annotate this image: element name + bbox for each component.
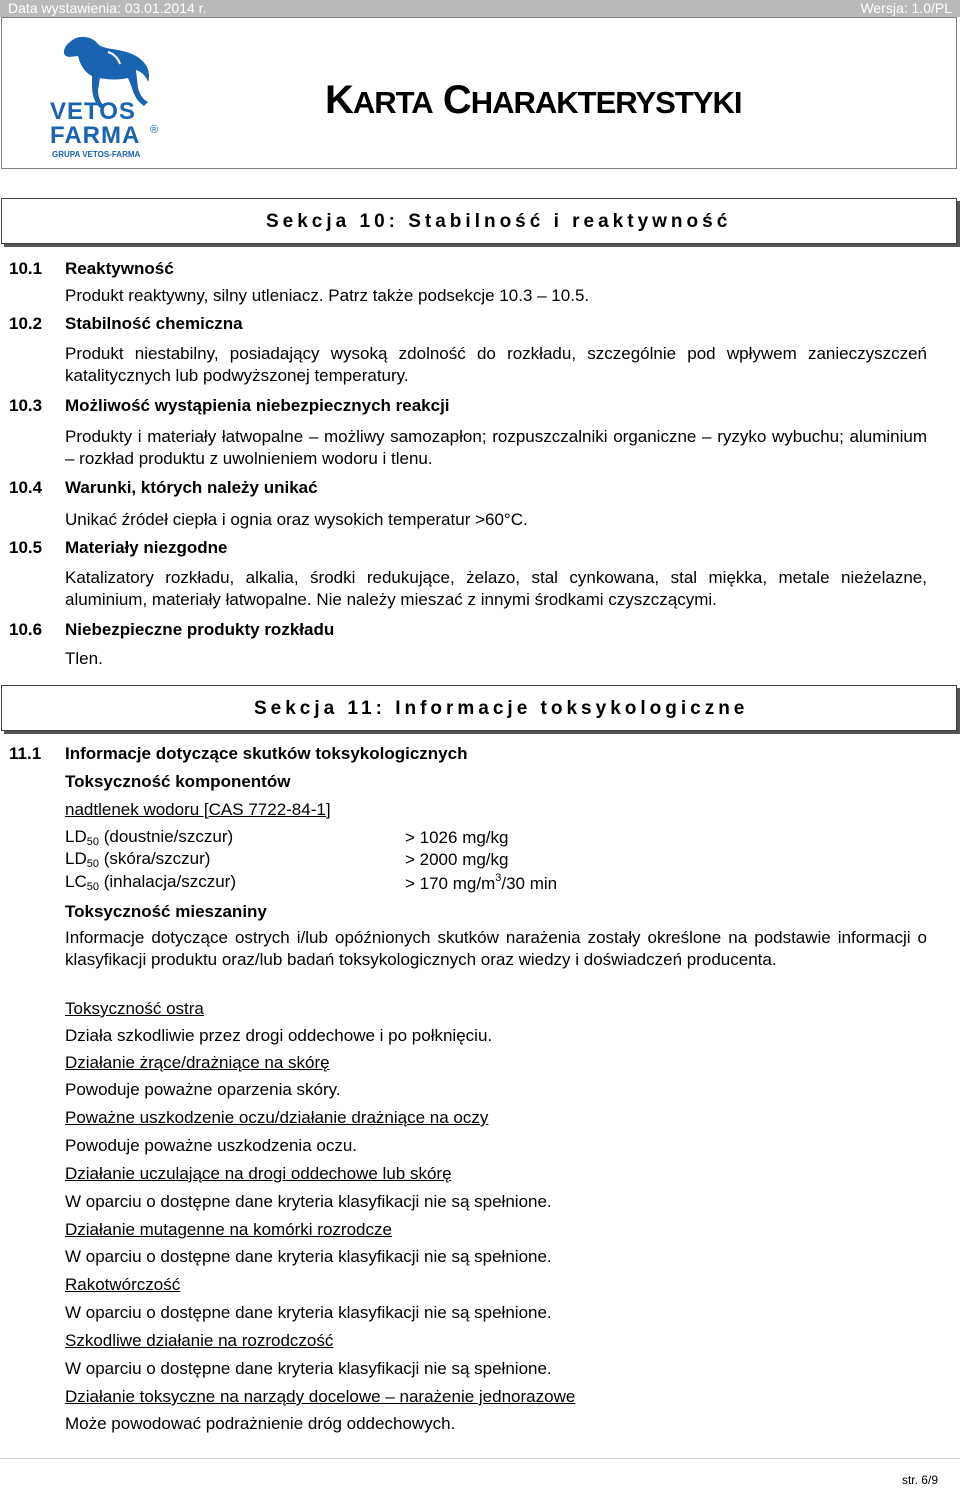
subsection-text: Produkty i materiały łatwopalne – możliwy samozapłon; rozpuszczalniki organiczne – ryzyko wybuchu; aluminium – rozkład produktu z uwolnieniem wodoru i tlenu. xyxy=(65,427,927,468)
subsection-number: 10.5 xyxy=(9,538,43,557)
subsection-heading: Warunki, których należy unikać xyxy=(65,478,318,497)
subsection-heading: Możliwość wystąpienia niebezpiecznych reakcji xyxy=(65,396,450,415)
effect-text: Powoduje poważne oparzenia skóry. xyxy=(65,1080,341,1099)
table-row: $LD_{50}$ (doustnie/szczur) xyxy=(65,827,234,848)
subsection-heading: Informacje dotyczące skutków toksykologicznych xyxy=(65,744,468,763)
effect-label: Rakotwórczość xyxy=(65,1275,181,1294)
subsection-text: Katalizatory rozkładu, alkalia, środki redukujące, żelazo, stal cynkowana, stal miękka, metale nieżelazne, aluminium, materiały łatwopalne. Nie należy mieszać z innymi środkami czyszczącymi. xyxy=(65,568,927,609)
header-bar xyxy=(0,0,960,17)
logo-text-farma: FARMA xyxy=(50,122,141,149)
effect-label: Działanie mutagenne na komórki rozrodcze xyxy=(65,1220,392,1239)
table-row: $LD_{50}$ (skóra/szczur) xyxy=(65,849,211,870)
logo-registered-mark: ® xyxy=(150,124,159,136)
effect-label: Szkodliwe działanie na rozrodczość xyxy=(65,1331,334,1350)
table-value: > 170 $mg/m^3/30$ min xyxy=(405,872,558,893)
page-number: str. 6/9 xyxy=(901,1473,938,1487)
table-value: > 2000 mg/kg xyxy=(405,850,509,869)
effect-label: Poważne uszkodzenie oczu/działanie drażniące na oczy xyxy=(65,1108,489,1127)
effect-text: W oparciu o dostępne dane kryteria klasyfikacji nie są spełnione. xyxy=(65,1192,552,1211)
effect-label: Działanie uczulające na drogi oddechowe lub skórę xyxy=(65,1164,452,1183)
effect-text: Działa szkodliwie przez drogi oddechowe i po połknięciu. xyxy=(65,1026,493,1045)
mixture-toxicity-heading: Toksyczność mieszaniny xyxy=(65,902,267,921)
effect-label: Działanie żrące/drażniące na skórę xyxy=(65,1053,330,1072)
effect-text: W oparciu o dostępne dane kryteria klasyfikacji nie są spełnione. xyxy=(65,1247,552,1266)
subsection-number: 10.3 xyxy=(9,396,43,415)
section-11-header xyxy=(1,685,957,731)
logo-text-vetos: VETOS xyxy=(50,98,136,125)
table-row: $LC_{50}$ (inhalacja/szczur) xyxy=(65,872,236,893)
section-11-title: Sekcja 11: Informacje toksykologiczne xyxy=(254,698,749,719)
section-10-title: Sekcja 10: Stabilność i reaktywność xyxy=(266,211,732,232)
subsection-text: Tlen. xyxy=(65,649,103,668)
subsection-text: Produkt niestabilny, posiadający wysoką zdolność do rozkładu, szczególnie pod wpływem zanieczyszczeń katalitycznych lub podwyższonej temperatury. xyxy=(65,344,927,385)
subsection-number: 10.4 xyxy=(9,478,43,497)
effect-text: W oparciu o dostępne dane kryteria klasyfikacji nie są spełnione. xyxy=(65,1359,552,1378)
effect-text: W oparciu o dostępne dane kryteria klasyfikacji nie są spełnione. xyxy=(65,1303,552,1322)
subsection-number: 10.1 xyxy=(9,259,43,278)
subsection-heading: Stabilność chemiczna xyxy=(65,314,243,333)
logo-group-text: GRUPA VETOS-FARMA xyxy=(52,150,141,159)
subsection-text: Unikać źródeł ciepła i ognia oraz wysokich temperatur >60°C. xyxy=(65,510,528,529)
subsection-heading: Reaktywność xyxy=(65,259,174,278)
substance-name: nadtlenek wodoru [CAS 7722-84-1] xyxy=(65,800,331,819)
issue-date: Data wystawienia: 03.01.2014 r. xyxy=(8,0,207,16)
company-logo xyxy=(48,32,168,162)
document-title: KARTA CHARAKTERYSTYKI xyxy=(325,78,742,122)
subsection-number: 10.6 xyxy=(9,620,43,639)
effect-text: Powoduje poważne uszkodzenia oczu. xyxy=(65,1136,358,1155)
component-toxicity-heading: Toksyczność komponentów xyxy=(65,772,291,791)
footer-divider xyxy=(0,1458,960,1459)
table-value: > 1026 mg/kg xyxy=(405,828,509,847)
effect-text: Może powodować podrażnienie dróg oddechowych. xyxy=(65,1414,456,1433)
subsection-heading: Materiały niezgodne xyxy=(65,538,228,557)
subsection-number: 10.2 xyxy=(9,314,43,333)
mixture-toxicity-text: Informacje dotyczące ostrych i/lub opóźnionych skutków narażenia zostały określone na podstawie informacji o klasyfikacji produktu oraz/lub badań toksykologicznych oraz wiedzy i doświadczeń producenta. xyxy=(65,928,927,969)
effect-label: Toksyczność ostra xyxy=(65,999,204,1018)
version-label: Wersja: 1.0/PL xyxy=(860,0,952,16)
subsection-text: Produkt reaktywny, silny utleniacz. Patrz także podsekcje 10.3 – 10.5. xyxy=(65,286,590,305)
section-10-header xyxy=(1,198,957,244)
subsection-number: 11.1 xyxy=(9,744,42,763)
effect-label: Działanie toksyczne na narządy docelowe – narażenie jednorazowe xyxy=(65,1387,576,1406)
subsection-heading: Niebezpieczne produkty rozkładu xyxy=(65,620,335,639)
